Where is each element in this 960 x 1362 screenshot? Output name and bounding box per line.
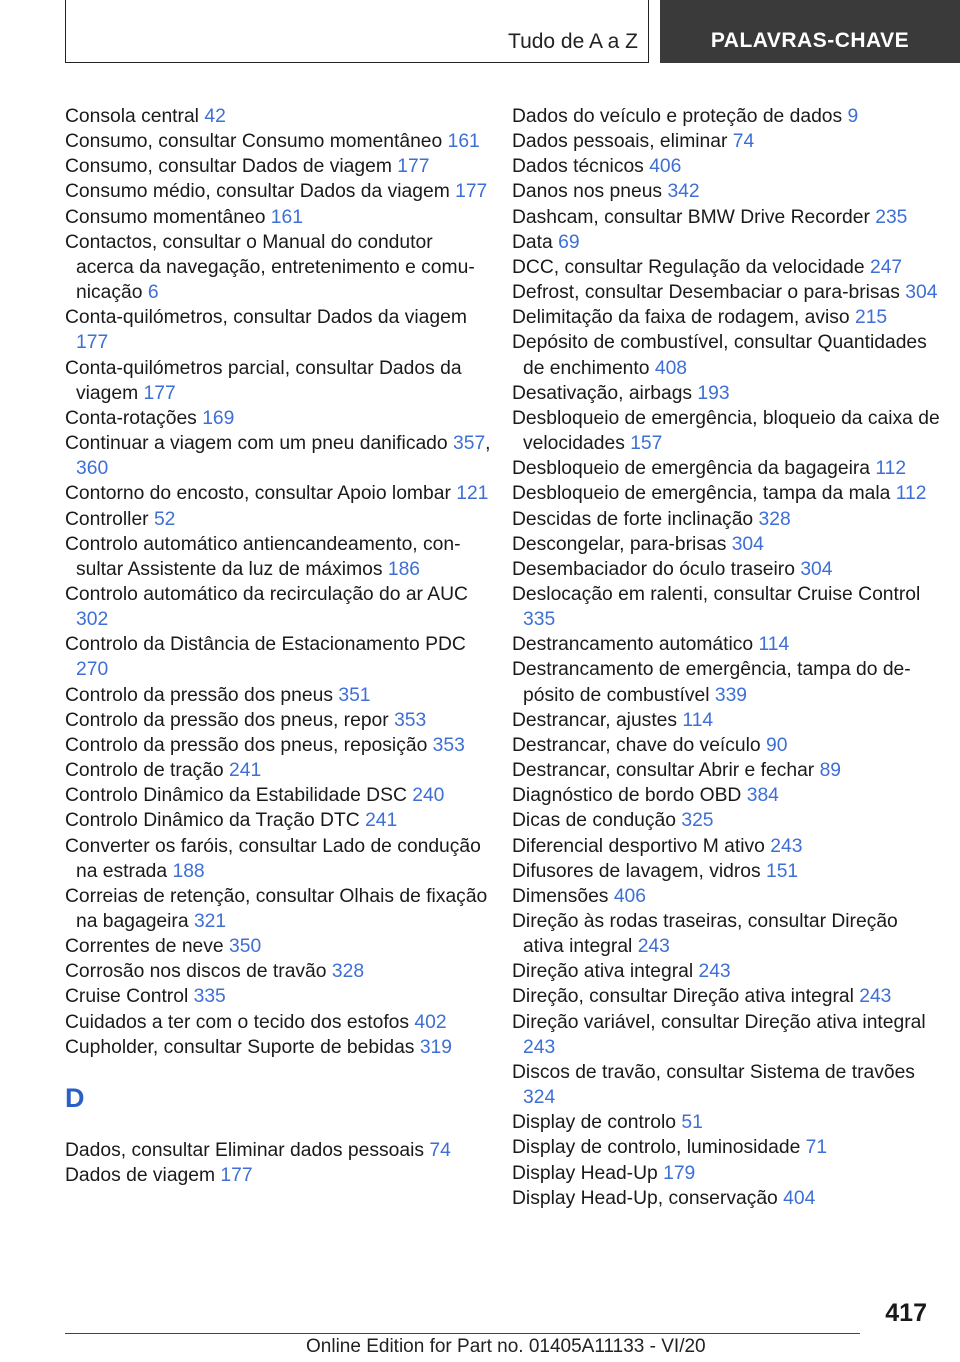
index-entry bbox=[512, 1060, 942, 1110]
page-reference-link[interactable]: 302 bbox=[76, 609, 109, 631]
index-entry-text: Descidas de forte inclinação bbox=[512, 508, 754, 530]
index-entry bbox=[65, 934, 495, 959]
page-reference-link[interactable]: 169 bbox=[202, 407, 235, 429]
index-entry-text: Controlo Dinâmico da Estabilidade DSC bbox=[65, 785, 407, 807]
index-entry-text: Desembaciador do óculo traseiro bbox=[512, 558, 795, 580]
page-reference-link[interactable]: 151 bbox=[765, 860, 799, 882]
index-entry bbox=[512, 456, 942, 481]
index-entry bbox=[65, 582, 495, 632]
index-entry bbox=[65, 154, 495, 179]
page-reference-link[interactable]: 114 bbox=[682, 709, 714, 731]
index-entry-text: Controller bbox=[65, 508, 149, 530]
index-entry bbox=[512, 230, 942, 255]
index-entry-text: Depósito de combustível, consultar Quantidades de enchimento bbox=[512, 332, 927, 379]
index-entry bbox=[65, 984, 495, 1009]
page-reference-link[interactable]: 353 bbox=[394, 709, 427, 731]
page-reference-link[interactable]: 177 bbox=[76, 332, 109, 354]
page-reference-link[interactable]: 179 bbox=[663, 1162, 696, 1184]
index-entry-text: Defrost, consultar Desembaciar o para-brisas bbox=[512, 282, 900, 304]
index-entry-text: Consumo médio, consultar Dados da viagem bbox=[65, 181, 450, 203]
index-entry-text: Direção às rodas traseiras, consultar Direção ativa integral bbox=[512, 911, 898, 958]
page-reference-link[interactable]: 243 bbox=[859, 986, 892, 1008]
index-entry bbox=[512, 884, 942, 909]
index-entry bbox=[512, 632, 942, 657]
index-entry bbox=[512, 179, 942, 204]
index-entry-text: Deslocação em ralenti, consultar Cruise Control bbox=[512, 583, 921, 605]
index-entry bbox=[512, 859, 942, 884]
index-entry bbox=[512, 959, 942, 984]
page-reference-link[interactable]: 177 bbox=[455, 181, 488, 203]
index-entry-text: Conta-quilómetros, consultar Dados da viagem bbox=[65, 307, 467, 329]
page-reference-link[interactable]: 351 bbox=[338, 684, 371, 706]
index-entry bbox=[512, 381, 942, 406]
index-entry-text: Difusores de lavagem, vidros bbox=[512, 860, 761, 882]
page-reference-link[interactable]: 243 bbox=[637, 936, 670, 958]
index-entry-text: Display de controlo, luminosidade bbox=[512, 1137, 801, 1159]
index-entry-text: Destrancar, ajustes bbox=[512, 709, 678, 731]
page-reference-link[interactable]: 161 bbox=[447, 131, 480, 153]
page-reference-link[interactable]: 112 bbox=[875, 458, 907, 480]
index-entry-text: Corrosão nos discos de travão bbox=[65, 961, 327, 983]
index-entry bbox=[65, 683, 495, 708]
page-reference-link[interactable]: 74 bbox=[732, 131, 755, 153]
page-reference-link[interactable]: 89 bbox=[819, 760, 842, 782]
page-reference-link[interactable]: 325 bbox=[681, 810, 714, 832]
index-entry bbox=[512, 104, 942, 129]
index-entry-text: Controlo da pressão dos pneus bbox=[65, 684, 333, 706]
page-reference-link[interactable]: 177 bbox=[220, 1165, 253, 1187]
page-reference-link[interactable]: 112 bbox=[895, 483, 927, 505]
index-entry bbox=[512, 834, 942, 859]
page-reference-link[interactable]: 360 bbox=[76, 458, 109, 480]
page-reference-link[interactable]: 335 bbox=[523, 609, 556, 631]
header-tab-keywords: PALAVRAS-CHAVE bbox=[660, 0, 960, 63]
page-reference-link[interactable]: 240 bbox=[412, 785, 445, 807]
index-entry-text: Desbloqueio de emergência da bagageira bbox=[512, 458, 871, 480]
page-reference-link[interactable]: 51 bbox=[681, 1112, 703, 1134]
page-reference-link[interactable]: 215 bbox=[854, 307, 888, 329]
footer-edition: Online Edition for Part no. 01405A11133 - VI/20 bbox=[306, 1336, 706, 1357]
page-reference-link[interactable]: 243 bbox=[698, 961, 731, 983]
index-entry bbox=[512, 733, 942, 758]
index-entry-text: Correntes de neve bbox=[65, 936, 224, 958]
page-reference-link[interactable]: 9 bbox=[847, 106, 859, 127]
index-entry-text: Dados de viagem bbox=[65, 1165, 216, 1187]
index-entry-text: Descongelar, para-brisas bbox=[512, 533, 727, 555]
index-entry-text: Desativação, airbags bbox=[512, 382, 693, 404]
index-entry-text: Destrancar, consultar Abrir e fechar bbox=[512, 760, 815, 782]
page-reference-link[interactable]: 339 bbox=[714, 684, 748, 706]
index-entry bbox=[65, 481, 495, 506]
index-entry-text: Controlo da Distância de Estacionamento PDC bbox=[65, 634, 466, 656]
index-entry-text: Destrancamento de emergência, tampa do depósito de combustível bbox=[512, 659, 911, 706]
index-entry-text: Direção ativa integral bbox=[512, 961, 694, 983]
index-entry-text: Contactos, consultar o Manual do condutor acerca da navegação, entretenimento e comunicação bbox=[65, 231, 475, 304]
index-entry-text: Dimensões bbox=[512, 885, 609, 907]
index-entry-text: Cupholder, consultar Suporte de bebidas bbox=[65, 1036, 415, 1058]
page-reference-link[interactable]: 186 bbox=[387, 558, 421, 580]
index-entry-text: Controlo automático antiencandeamento, consultar Assistente da luz de máximos bbox=[65, 533, 461, 580]
index-entry-text: Danos nos pneus bbox=[512, 181, 663, 203]
page-reference-link[interactable]: 304 bbox=[800, 558, 833, 580]
page-reference-link[interactable]: 74 bbox=[429, 1139, 451, 1161]
page-reference-link[interactable]: 243 bbox=[770, 835, 803, 857]
page-reference-link[interactable]: 304 bbox=[905, 282, 938, 304]
index-entry bbox=[65, 834, 495, 884]
index-entry-text: Contorno do encosto, consultar Apoio lombar bbox=[65, 483, 451, 505]
page-reference-link[interactable]: 406 bbox=[649, 156, 682, 178]
index-entry bbox=[65, 104, 495, 129]
page-reference-link[interactable]: 328 bbox=[758, 508, 791, 530]
index-entry-text: Display Head-Up, conservação bbox=[512, 1187, 778, 1209]
index-entry bbox=[512, 507, 942, 532]
page-reference-link[interactable]: 342 bbox=[667, 181, 700, 203]
index-entry-text: Discos de travão, consultar Sistema de travões bbox=[512, 1061, 915, 1083]
index-entry-text: Display de controlo bbox=[512, 1112, 676, 1134]
index-entry-text: Dashcam, consultar BMW Drive Recorder bbox=[512, 206, 870, 228]
page-reference-link[interactable]: 241 bbox=[365, 810, 398, 832]
index-entry bbox=[65, 959, 495, 984]
index-entry bbox=[65, 532, 495, 582]
index-entry bbox=[65, 733, 495, 758]
header-section-title: Tudo de A a Z bbox=[508, 30, 638, 53]
index-entry bbox=[512, 154, 942, 179]
index-entry bbox=[512, 406, 942, 456]
index-column-right bbox=[512, 104, 942, 1211]
index-entry bbox=[65, 808, 495, 833]
index-entry bbox=[512, 205, 942, 230]
index-entry-text: Dados pessoais, eliminar bbox=[512, 131, 728, 153]
index-entry-text: Destrancamento automático bbox=[512, 634, 754, 656]
index-entry bbox=[512, 909, 942, 959]
index-entry-text: Direção, consultar Direção ativa integral bbox=[512, 986, 854, 1008]
footer-divider bbox=[65, 1333, 860, 1334]
index-entry bbox=[65, 507, 495, 532]
index-entry-text: Continuar a viagem com um pneu danificado bbox=[65, 433, 448, 455]
index-entry-text: Converter os faróis, consultar Lado de condução na estrada bbox=[65, 835, 481, 882]
index-entry bbox=[512, 557, 942, 582]
page-reference-link[interactable]: 357 bbox=[453, 433, 486, 455]
page-reference-link[interactable]: 42 bbox=[204, 106, 226, 127]
index-entry-text: DCC, consultar Regulação da velocidade bbox=[512, 256, 865, 278]
index-entry-text: Cuidados a ter com o tecido dos estofos bbox=[65, 1011, 410, 1033]
index-entry bbox=[512, 1161, 942, 1186]
index-entry bbox=[512, 808, 942, 833]
index-entry bbox=[512, 481, 942, 506]
index-entry bbox=[65, 1163, 495, 1188]
page-reference-link[interactable]: 6 bbox=[147, 282, 159, 304]
index-entry-text: Cruise Control bbox=[65, 986, 189, 1008]
index-entry bbox=[65, 179, 495, 204]
index-entry-text: Desbloqueio de emergência, bloqueio da caixa de velocidades bbox=[512, 407, 940, 455]
page-reference-link[interactable]: 350 bbox=[229, 936, 262, 958]
page-reference-link[interactable]: 188 bbox=[172, 860, 205, 882]
index-entry-text: Dados, consultar Eliminar dados pessoais bbox=[65, 1139, 425, 1161]
page-reference-link[interactable]: 177 bbox=[397, 156, 430, 178]
page-reference-link[interactable]: 321 bbox=[193, 911, 227, 932]
page-reference-link[interactable]: 52 bbox=[153, 508, 176, 530]
index-entry-text: Conta-rotações bbox=[65, 407, 197, 429]
page-reference-link[interactable]: 193 bbox=[697, 382, 730, 404]
page-reference-link[interactable]: 304 bbox=[731, 533, 764, 555]
index-entry-text: Destrancar, chave do veículo bbox=[512, 734, 761, 756]
page-number: 417 bbox=[885, 1299, 927, 1327]
letter-heading: D bbox=[65, 1082, 85, 1113]
index-entry-text: Diagnóstico de bordo OBD bbox=[512, 785, 742, 807]
index-entry bbox=[65, 230, 495, 305]
page-reference-link[interactable]: 404 bbox=[783, 1187, 816, 1209]
index-entry-text: Consola central bbox=[65, 106, 199, 127]
index-entry bbox=[512, 129, 942, 154]
index-entry-text: Dicas de condução bbox=[512, 810, 676, 832]
index-entry bbox=[512, 657, 942, 707]
index-entry bbox=[65, 205, 495, 230]
page-reference-link[interactable]: 243 bbox=[523, 1036, 556, 1058]
index-entry: Continuar a viagem com um pneu danificado 357, 360 bbox=[65, 433, 491, 480]
page-reference-link[interactable]: 235 bbox=[875, 206, 908, 228]
page-reference-link[interactable]: 177 bbox=[143, 382, 176, 404]
index-entry bbox=[512, 1110, 942, 1135]
index-entry-text: Data bbox=[512, 231, 553, 253]
index-entry-text: Direção variável, consultar Direção ativa integral bbox=[512, 1011, 926, 1033]
page-reference-link[interactable]: 157 bbox=[630, 433, 663, 455]
index-entry bbox=[512, 532, 942, 557]
index-entry bbox=[512, 984, 942, 1009]
page-reference-link[interactable]: 319 bbox=[419, 1036, 452, 1058]
index-entry-text: Dados técnicos bbox=[512, 156, 644, 178]
index-entry bbox=[65, 632, 495, 682]
page-reference-link[interactable]: 247 bbox=[869, 256, 903, 278]
page-reference-link[interactable]: 335 bbox=[193, 986, 226, 1008]
index-entry-text: Dados do veículo e proteção de dados bbox=[512, 106, 843, 127]
index-entry bbox=[512, 1186, 942, 1211]
page-reference-link[interactable]: 384 bbox=[746, 785, 779, 807]
index-entry bbox=[65, 356, 495, 406]
page-reference-link[interactable]: 121 bbox=[456, 483, 489, 505]
page-reference-link[interactable]: 114 bbox=[758, 634, 790, 656]
page-reference-link[interactable]: 324 bbox=[523, 1087, 556, 1109]
index-entry-text: Correias de retenção, consultar Olhais de fixação na bagageira bbox=[65, 885, 488, 932]
index-entry bbox=[65, 305, 495, 355]
page-reference-link[interactable]: 161 bbox=[270, 206, 303, 228]
index-entry-text: Controlo Dinâmico da Tração DTC bbox=[65, 810, 360, 832]
index-entry-text: Conta-quilómetros parcial, consultar Dados da viagem bbox=[65, 357, 462, 404]
index-entry-text: Consumo momentâneo bbox=[65, 206, 266, 228]
index-entry bbox=[512, 582, 942, 632]
index-entry bbox=[65, 758, 495, 783]
index-entry bbox=[512, 758, 942, 783]
index-entry bbox=[512, 783, 942, 808]
index-entry bbox=[512, 280, 942, 305]
index-entry bbox=[65, 783, 495, 808]
page-reference-link[interactable]: 69 bbox=[558, 231, 580, 253]
page-reference-link[interactable]: 353 bbox=[432, 734, 465, 756]
page-reference-link[interactable]: 328 bbox=[331, 961, 365, 983]
index-entry-text: Delimitação da faixa de rodagem, aviso bbox=[512, 307, 850, 329]
index-entry bbox=[65, 1035, 495, 1060]
page-reference-link[interactable]: 406 bbox=[613, 885, 646, 907]
index-entry bbox=[65, 406, 495, 431]
index-entry-text: Controlo de tração bbox=[65, 760, 224, 782]
page-reference-link[interactable]: 241 bbox=[229, 760, 262, 782]
page-reference-link[interactable]: 408 bbox=[654, 357, 688, 379]
page-reference-link[interactable]: 71 bbox=[805, 1137, 828, 1159]
index-entry bbox=[512, 1010, 942, 1060]
index-entry bbox=[512, 330, 942, 380]
index-entry bbox=[65, 1010, 495, 1035]
index-entry bbox=[65, 1138, 495, 1163]
index-entry-text: Consumo, consultar Consumo momentâneo bbox=[65, 131, 443, 153]
index-entry bbox=[512, 1135, 942, 1160]
page-reference-link[interactable]: 270 bbox=[76, 659, 109, 681]
index-entry-text: Controlo da pressão dos pneus, repor bbox=[65, 709, 389, 731]
index-entry bbox=[512, 305, 942, 330]
index-entry bbox=[512, 708, 942, 733]
index-entry-text: Display Head-Up bbox=[512, 1162, 658, 1184]
index-entry bbox=[65, 708, 495, 733]
index-entry-text: Consumo, consultar Dados de viagem bbox=[65, 156, 392, 178]
index-entry-text: Desbloqueio de emergência, tampa da mala bbox=[512, 483, 891, 505]
index-entry-text: Controlo automático da recirculação do ar AUC bbox=[65, 583, 468, 605]
index-entry-text: Diferencial desportivo M ativo bbox=[512, 835, 765, 857]
index-entry-text: Controlo da pressão dos pneus, reposição bbox=[65, 734, 428, 756]
index-entry bbox=[65, 129, 495, 154]
page-reference-link[interactable]: 90 bbox=[766, 734, 788, 756]
page-reference-link[interactable]: 402 bbox=[414, 1011, 447, 1033]
index-entry bbox=[65, 884, 495, 934]
index-column-left bbox=[65, 104, 495, 1188]
index-entry bbox=[512, 255, 942, 280]
